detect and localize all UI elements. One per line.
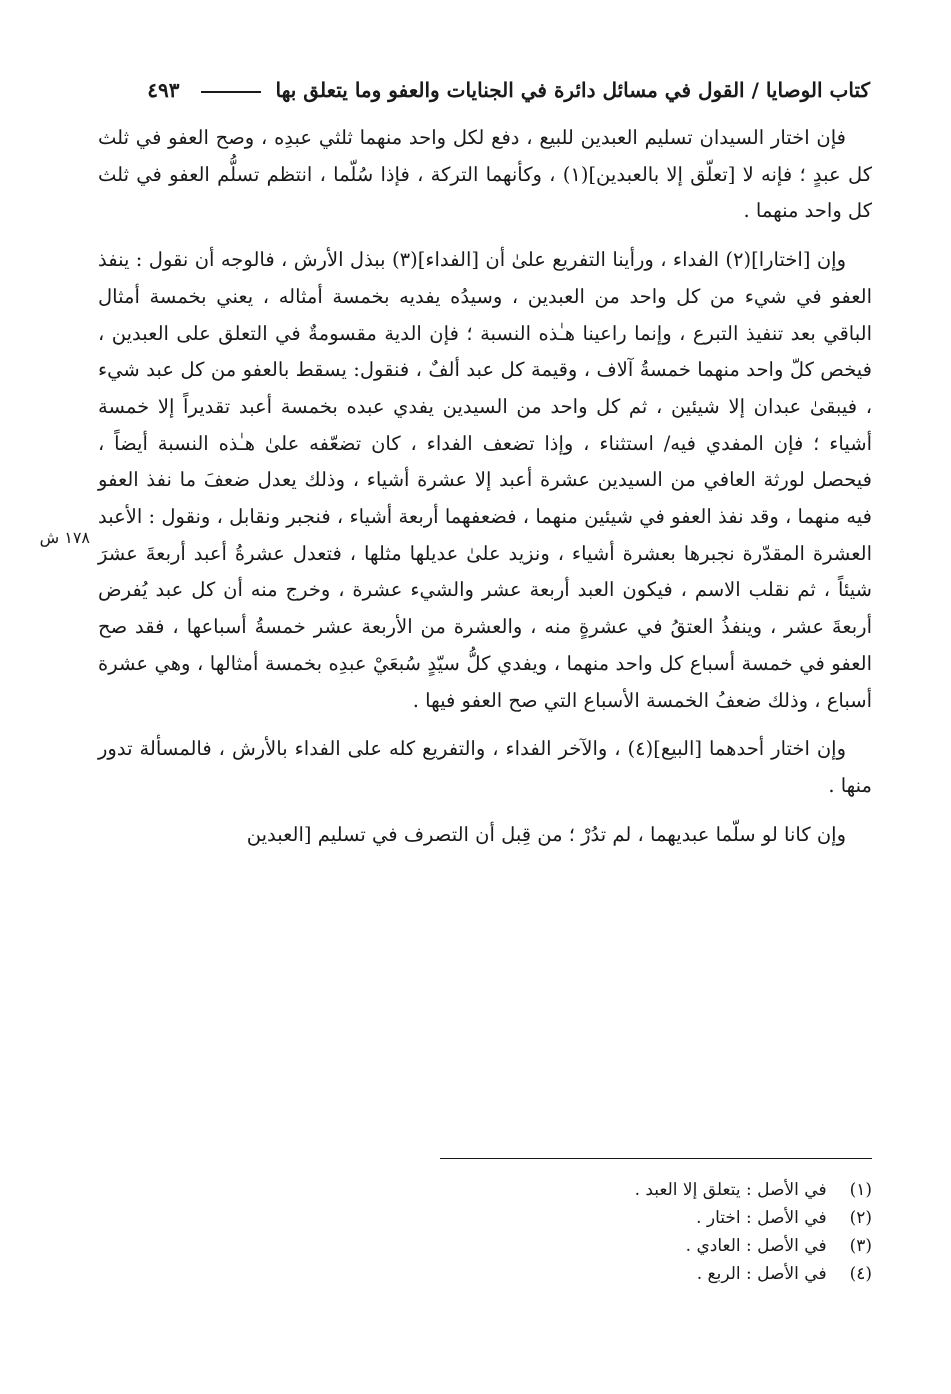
paragraph-3: وإن اختار أحدهما [البيع](٤) ، والآخر الفداء ، والتفريع كله على الفداء بالأرش ، فالمسألة تدور منها . [98, 737, 872, 797]
footnote-number: (١) [849, 1180, 872, 1200]
footnote-1 [440, 1176, 872, 1204]
footnote-divider [440, 1158, 872, 1159]
footnote-2 [440, 1204, 872, 1232]
footnote-text: في الأصل : الربع . [696, 1264, 827, 1284]
footnotes [440, 1176, 872, 1288]
footnote-4 [440, 1260, 872, 1288]
page-number: ٤٩٣ [147, 78, 180, 102]
body-text [98, 120, 872, 853]
paragraph-2: وإن [اختارا](٢) الفداء ، ورأينا التفريع علىٰ أن [الفداء](٣) ببذل الأرش ، فالوجه أن نقول : ينفذ العفو في شيء من كل واحد من العبدين ، وسيدُه يفديه بخمسة أمثاله ، يعني بخمسة أمثال الباقي بعد تنفيذ التبرع ، وإنما راعينا هـٰذه النسبة ؛ فإن الدية مقسومةٌ في التعلق على العبدين ، فيخص كلّ واحد منهما خمسةُ آلاف ، وقيمة كل عبد ألفٌ ، فنقول: يسقط بالعفو من كل عبد شيء ، فيبقىٰ عبدان إلا شيئين ، ثم كل واحد من السيدين يفدي عبده بخمسة أعبد تقديراً إلا خمسة أشياء ؛ فإن المفدي فيه/ استثناء ، وإذا تضعف الفداء ، كان تضعّفه علىٰ هـٰذه النسبة أيضاً ، فيحصل لورثة العافي من السيدين عشرة أعبد إلا عشرة أشياء ، وذلك يعدل ضعفَ ما نفذ العفو فيه منهما ، وقد نفذ العفو في شيئين منهما ، فضعفهما أربعة أشياء ، فنجبر ونقابل ، ونقول : الأعبد العشرة المقدّرة نجبرها بعشرة أشياء ، ونزيد علىٰ عديلها مثلها ، فتعدل عشرةُ أعبد أربعةَ عشرَ شيئاً ، ثم نقلب الاسم ، فيكون العبد أربعة عشر والشيء عشرة ، وخرج منه أن كل عبد يُفرض أربعةَ عشر ، وينفذُ العتقُ في عشرةٍ منه ، والعشرة من الأربعة عشر خمسةُ أسباعها ، فقد صح العفو في خمسة أسباع كل واحد منهما ، ويفدي كلُّ سيّدٍ سُبعَيْ عبدِه بخمسة أمثالها ، وهي عشرة أسباع ، وذلك ضعفُ الخمسة الأسباع التي صح العفو فيها . [98, 248, 872, 712]
paragraph-1: فإن اختار السيدان تسليم العبدين للبيع ، دفع لكل واحد منهما ثلثي عبدِه ، وصح العفو في ثلث كل عبدٍ ؛ فإنه لا [تعلّق إلا بالعبدين](١) ، وكأنهما التركة ، فإذا سُلّما ، انتظم تسلُّم العفو في ثلث كل واحد منهما . [98, 126, 873, 223]
footnote-number: (٣) [849, 1236, 872, 1256]
footnote-text: في الأصل : العادي . [685, 1236, 827, 1256]
margin-manuscript-folio: ١٧٨ ش [39, 528, 90, 547]
footnote-text: في الأصل : يتعلق إلا العبد . [634, 1180, 827, 1200]
running-header [100, 78, 870, 102]
footnote-number: (٤) [849, 1264, 872, 1284]
header-dash [201, 91, 261, 93]
footnote-number: (٢) [849, 1208, 872, 1228]
footnote-text: في الأصل : اختار . [696, 1208, 827, 1228]
header-title: كتاب الوصايا / القول في مسائل دائرة في الجنايات والعفو وما يتعلق بها [275, 78, 870, 102]
footnote-3 [440, 1232, 872, 1260]
paragraph-4: وإن كانا لو سلّما عبديهما ، لم تدُرْ ؛ من قِبل أن التصرف في تسليم [العبدين [246, 822, 846, 846]
